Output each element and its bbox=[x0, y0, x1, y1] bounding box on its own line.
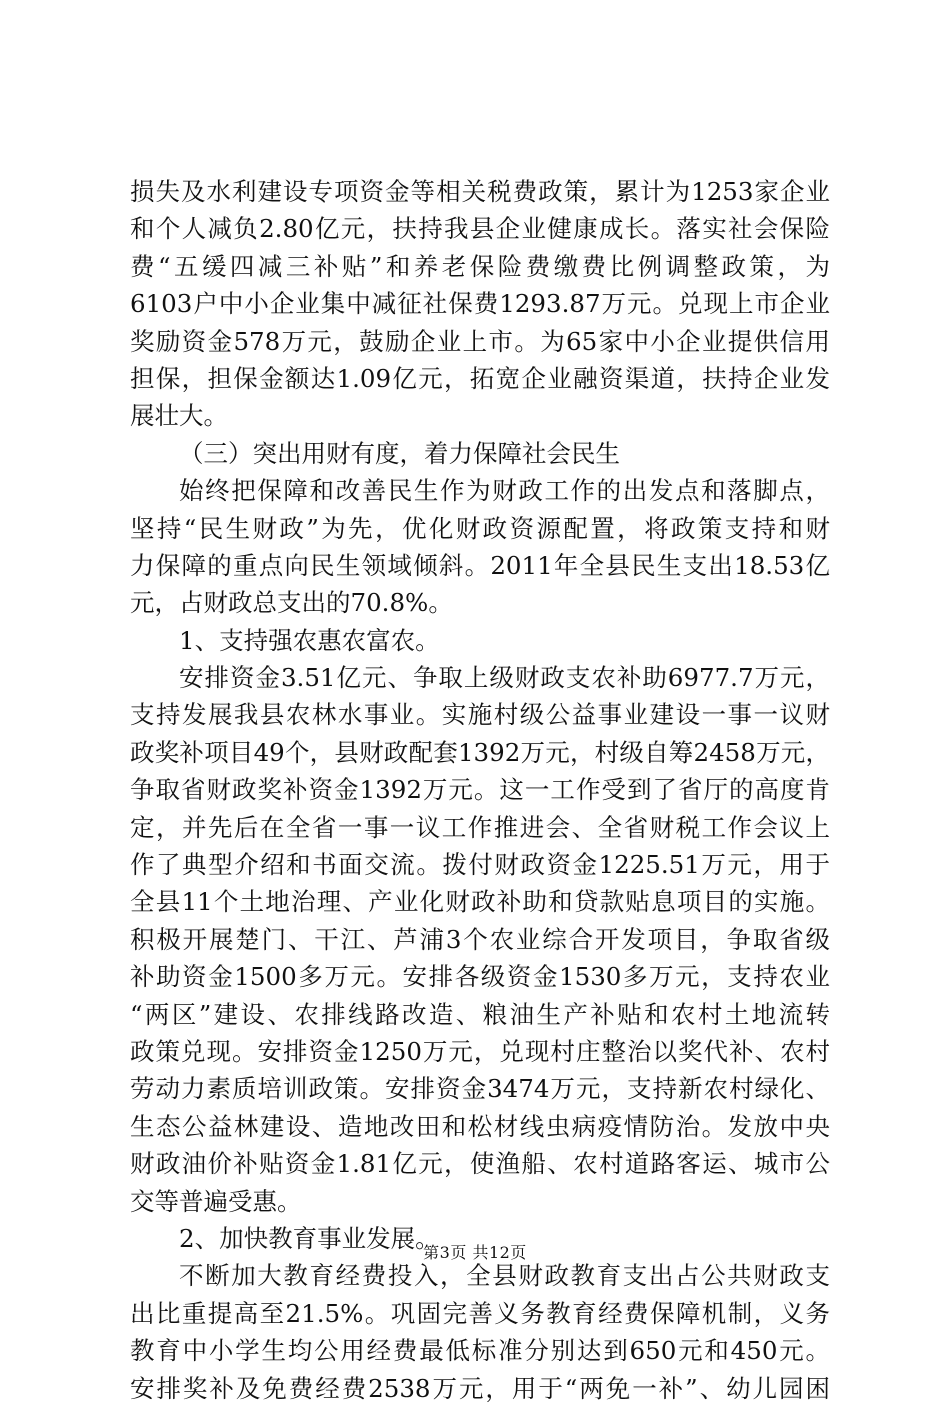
text-line: 政奖补项目49个，县财政配套1392万元，村级自筹2458万元， bbox=[130, 737, 830, 767]
document-body bbox=[130, 173, 830, 1407]
text-line: 不断加大教育经费投入，全县财政教育支出占公共财政支 bbox=[179, 1261, 830, 1291]
text-line: 财政油价补贴资金1.81亿元，使渔船、农村道路客运、城市公 bbox=[130, 1149, 830, 1179]
text-line: 交等普遍受惠。 bbox=[130, 1186, 302, 1216]
text-line: 积极开展楚门、干江、芦浦3个农业综合开发项目，争取省级 bbox=[130, 924, 830, 954]
text-line: 力保障的重点向民生领域倾斜。2011年全县民生支出18.53亿 bbox=[130, 550, 830, 580]
text-line: 支持发展我县农林水事业。实施村级公益事业建设一事一议财 bbox=[130, 700, 830, 730]
text-line: 安排奖补及免费经费2538万元，用于“两免一补”、幼儿园困 bbox=[130, 1373, 830, 1403]
text-line: 争取省财政奖补资金1392万元。这一工作受到了省厅的高度肯 bbox=[130, 775, 830, 805]
text-line: 教育中小学生均公用经费最低标准分别达到650元和450元。 bbox=[130, 1336, 830, 1366]
text-line: 定，并先后在全省一事一议工作推进会、全省财税工作会议上 bbox=[130, 812, 830, 842]
text-line: “两区”建设、农排线路改造、粮油生产补贴和农村土地流转 bbox=[130, 999, 830, 1029]
text-line: 安排资金3.51亿元、争取上级财政支农补助6977.7万元， bbox=[179, 663, 830, 693]
text-line: 费“五缓四减三补贴”和养老保险费缴费比例调整政策，为 bbox=[130, 251, 830, 281]
text-line: 出比重提高至21.5%。巩固完善义务教育经费保障机制，义务 bbox=[130, 1298, 830, 1328]
text-line: （三）突出用财有度，着力保障社会民生 bbox=[179, 438, 620, 468]
text-line: 劳动力素质培训政策。安排资金3474万元，支持新农村绿化、 bbox=[130, 1074, 830, 1104]
text-line: 1、支持强农惠农富农。 bbox=[179, 625, 440, 655]
text-line: 作了典型介绍和书面交流。拨付财政资金1225.51万元，用于 bbox=[130, 850, 830, 880]
text-line: 政策兑现。安排资金1250万元，兑现村庄整治以奖代补、农村 bbox=[130, 1036, 830, 1066]
text-line: 坚持“民生财政”为先，优化财政资源配置，将政策支持和财 bbox=[130, 513, 830, 543]
text-line: 和个人减负2.80亿元，扶持我县企业健康成长。落实社会保险 bbox=[130, 214, 830, 244]
text-line: 奖励资金578万元，鼓励企业上市。为65家中小企业提供信用 bbox=[130, 326, 830, 356]
text-line: 元，占财政总支出的70.8%。 bbox=[130, 588, 453, 618]
text-line: 6103户中小企业集中减征社保费1293.87万元。兑现上市企业 bbox=[130, 289, 830, 319]
text-line: 全县11个土地治理、产业化财政补助和贷款贴息项目的实施。 bbox=[130, 887, 830, 917]
text-line: 损失及水利建设专项资金等相关税费政策，累计为1253家企业 bbox=[130, 177, 830, 206]
text-line: 生态公益林建设、造地改田和松材线虫病疫情防治。发放中央 bbox=[130, 1111, 830, 1141]
text-line: 2、加快教育事业发展。 bbox=[179, 1223, 440, 1253]
text-line: 担保，担保金额达1.09亿元，拓宽企业融资渠道，扶持企业发 bbox=[130, 363, 830, 393]
text-line: 展壮大。 bbox=[130, 401, 228, 431]
text-line: 补助资金1500多万元。安排各级资金1530多万元，支持农业 bbox=[130, 962, 830, 992]
text-line: 始终把保障和改善民生作为财政工作的出发点和落脚点， bbox=[179, 476, 830, 506]
page-footer: 第3页 共12页 bbox=[423, 1243, 527, 1262]
